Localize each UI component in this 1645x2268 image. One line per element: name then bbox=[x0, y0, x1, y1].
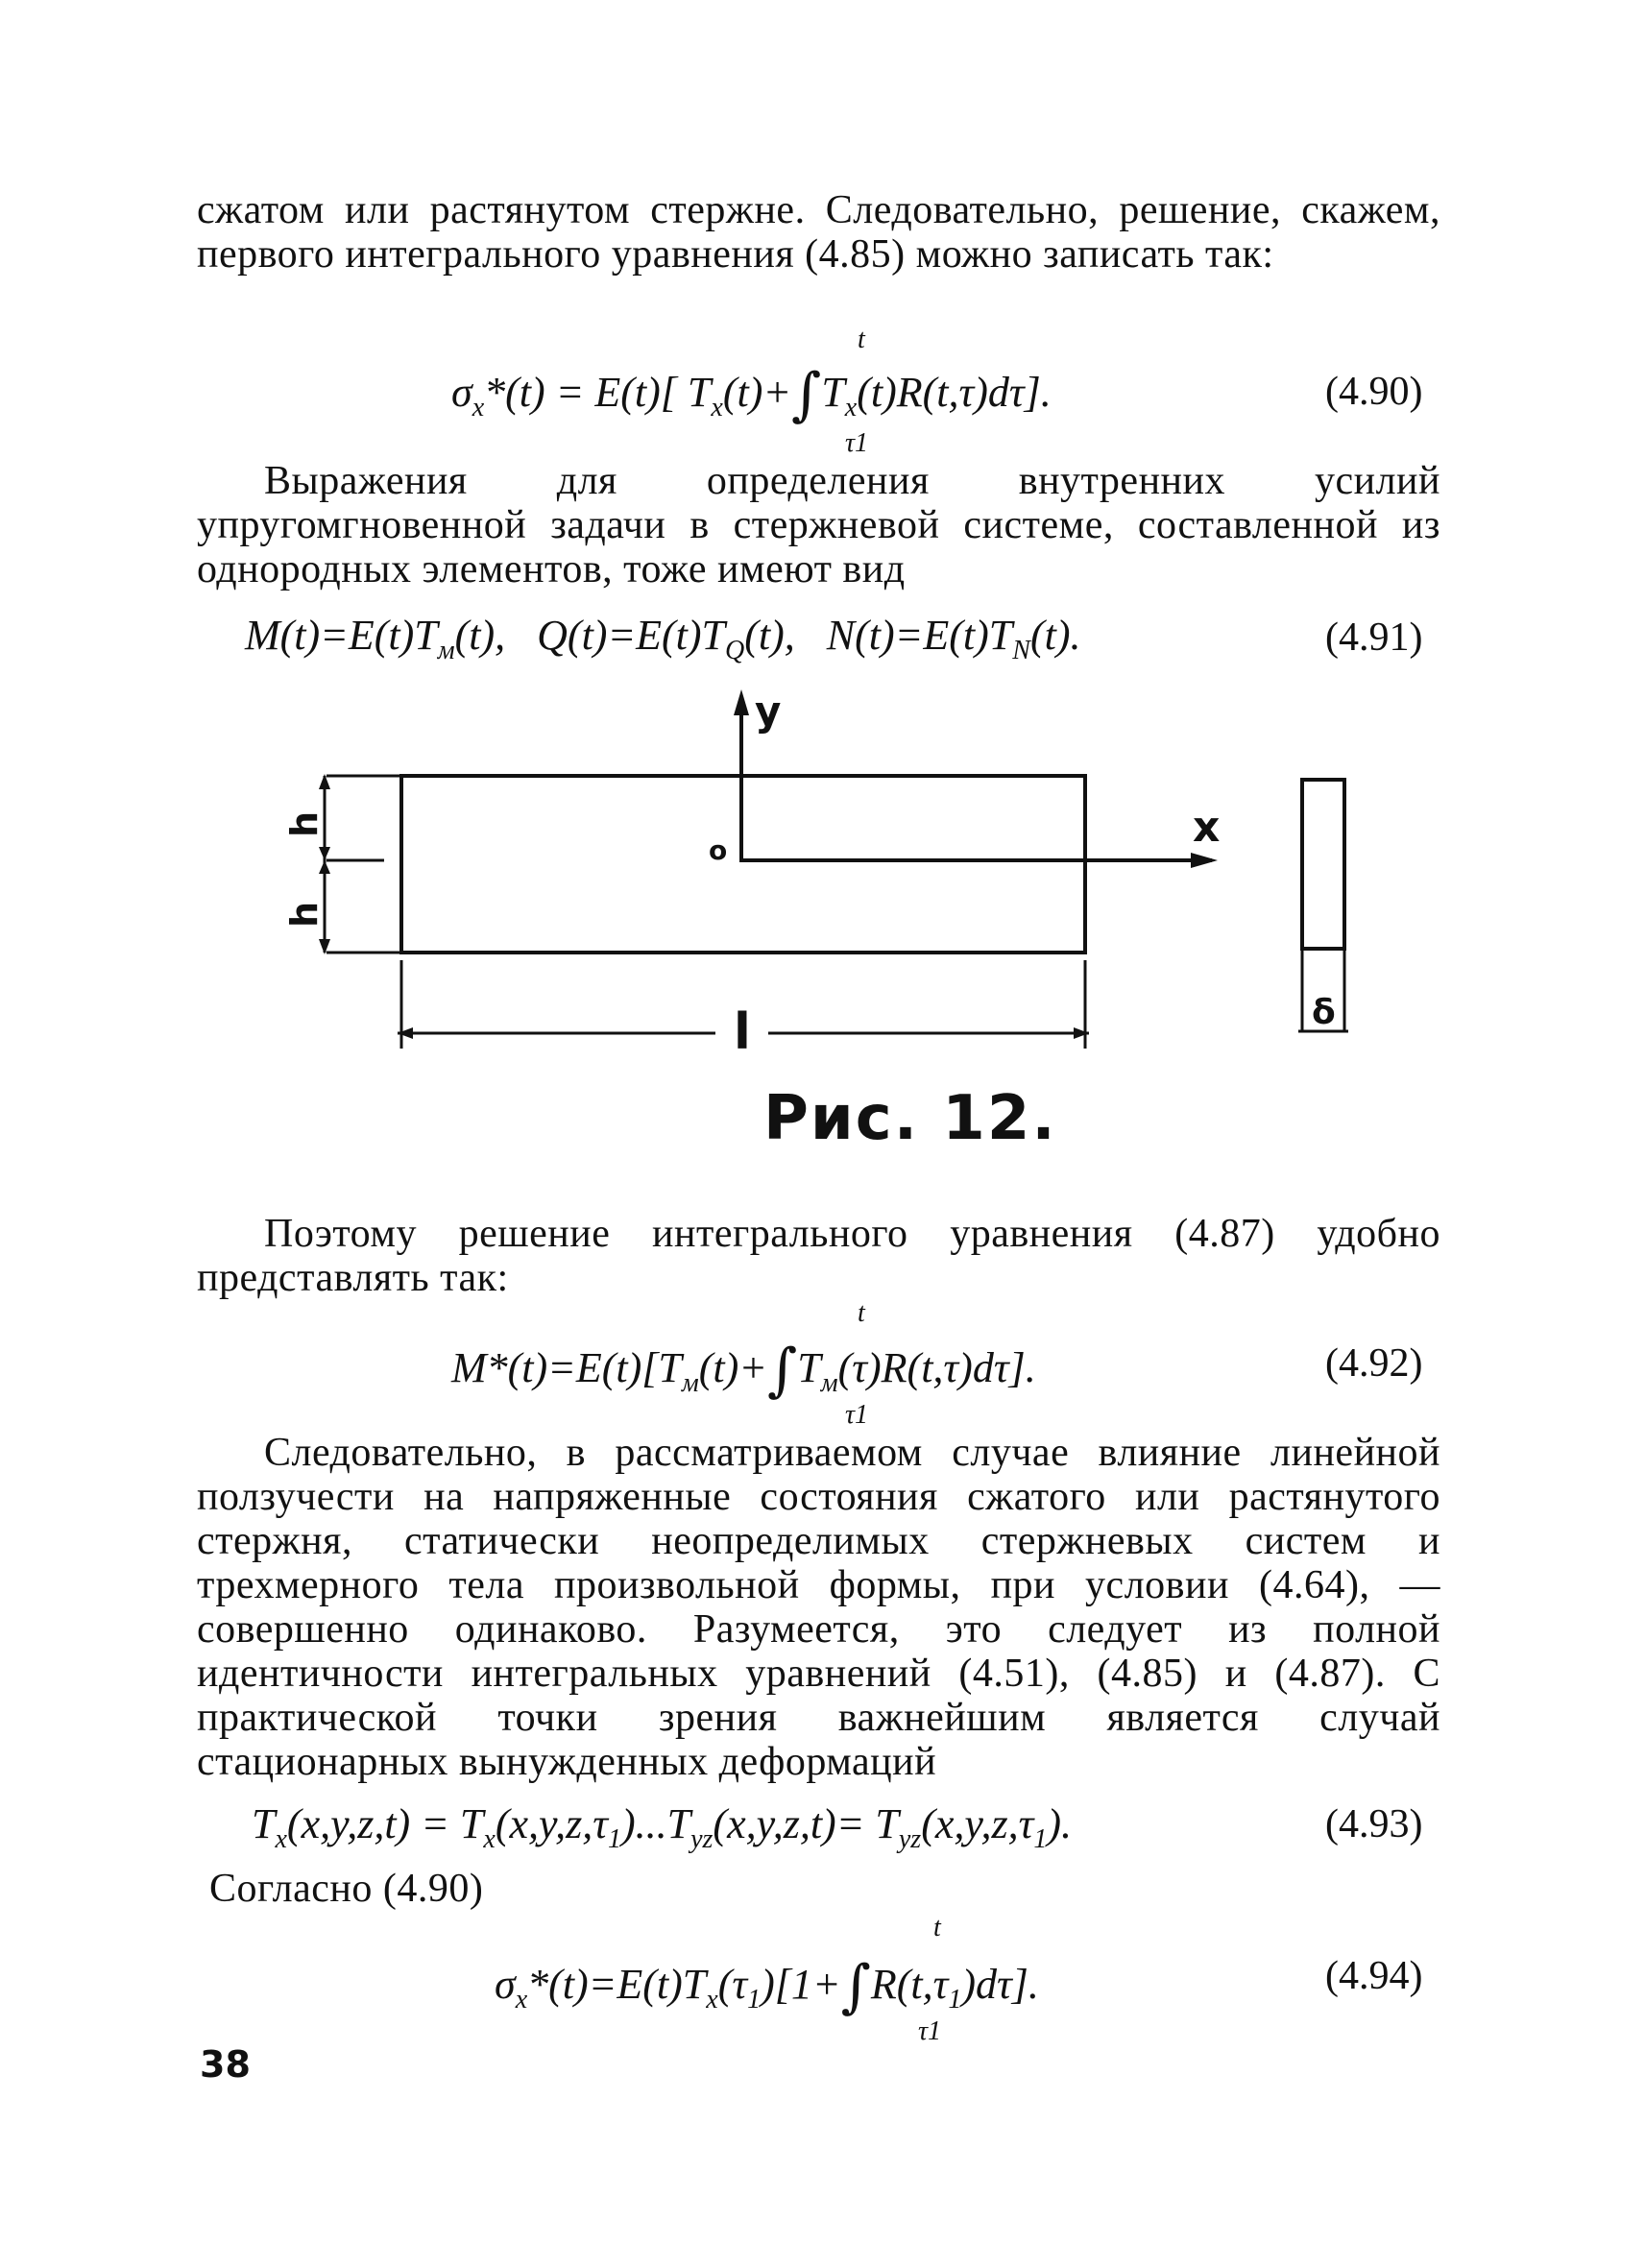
page-number: 38 bbox=[200, 2043, 251, 2086]
eq92-lower-limit: τ1 bbox=[845, 1400, 869, 1430]
half-height-top-label: h bbox=[283, 810, 326, 837]
length-label: l bbox=[734, 1003, 751, 1061]
paragraph-4: Следовательно, в рассматриваемом случае влияние линейной ползучести на напряженные состояния сжатого или растянутого стержня, статически неопределимых стержневых систем и трехмерного тела произвольной формы, при условии (4.64), — совершенно одинаково. Разумеется, это следует из полной идентичности интегральных уравнений (4.51), (4.85) и (4.87). С практической точки зрения важнейшим является случай стационарных вынужденных деформаций bbox=[197, 1431, 1440, 1784]
thickness-label: δ bbox=[1312, 993, 1336, 1032]
equation-4-91: $M(t)=E(t)T_м(t)$, $Q(t)=E(t)T_Q(t)$, $N(t)=E(t)T_N(t)$. bbox=[245, 612, 1081, 665]
equation-number-4-91: (4.91) bbox=[1325, 615, 1423, 660]
eq92-upper-limit: t bbox=[858, 1298, 865, 1328]
equation-number-4-92: (4.92) bbox=[1325, 1341, 1423, 1386]
equation-4-93: $T_x(x,y,z,t) = T_x(x,y,z,\tau_1)...T_{yz}(x,y,z,t)= T_{yz}(x,y,z,\tau_1)$. bbox=[252, 1800, 1073, 1854]
eq94-upper-limit: t bbox=[933, 1913, 941, 1942]
y-axis-arrow-icon bbox=[734, 689, 749, 715]
half-height-bottom-label: h bbox=[283, 901, 326, 928]
equation-4-94: $\sigma_x*(t)=E(t)T_x(\tau_1)[1+\int R(t,\tau_1)d\tau]$. bbox=[495, 1953, 1039, 2020]
equation-number-4-94: (4.94) bbox=[1325, 1954, 1423, 1998]
eq94-lower-limit: τ1 bbox=[918, 2016, 942, 2046]
equation-number-4-93: (4.93) bbox=[1325, 1802, 1423, 1846]
figure-caption: Рис. 12. bbox=[763, 1083, 1057, 1154]
paragraph-5: Согласно (4.90) bbox=[209, 1867, 484, 1911]
x-axis-label: x bbox=[1193, 803, 1221, 852]
eq90-lower-limit: τ1 bbox=[845, 428, 869, 458]
paragraph-2: Выражения для определения внутренних усилий упругомгновенной задачи в стержневой системе, составленной из однородных элементов, тоже имеют вид bbox=[197, 459, 1440, 591]
y-axis-label: y bbox=[755, 688, 782, 735]
eq90-upper-limit: t bbox=[858, 325, 865, 354]
x-axis-arrow-icon bbox=[1191, 853, 1218, 868]
paragraph-1: сжатом или растянутом стержне. Следовательно, решение, скажем, первого интегрального уравнения (4.85) можно записать так: bbox=[197, 188, 1440, 277]
equation-4-92: $M*(t)=E(t)[T_м(t)+\int T_м(\tau)R(t,\tau)d\tau]$. bbox=[451, 1337, 1036, 1404]
paragraph-3: Поэтому решение интегрального уравнения (4.87) удобно представлять так: bbox=[197, 1212, 1440, 1300]
equation-number-4-90: (4.90) bbox=[1325, 370, 1423, 414]
origin-label: o bbox=[709, 834, 728, 866]
section-outline bbox=[1302, 780, 1344, 949]
equation-4-90: $\sigma_x*(t) = E(t)$[ $T_x(t)+\int T_x(t)R(t,\tau)d\tau$]. bbox=[451, 361, 1052, 428]
